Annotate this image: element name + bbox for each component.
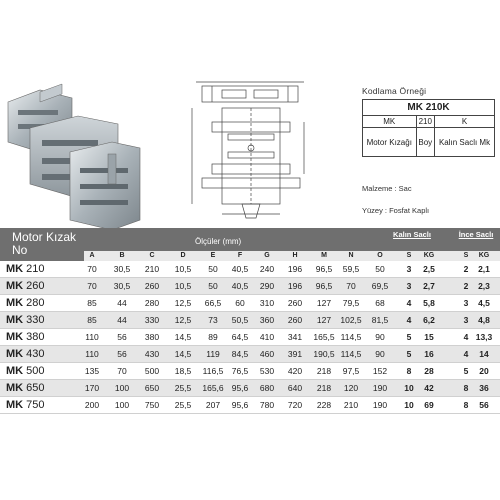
table-cell: 90 bbox=[375, 332, 385, 342]
table-cell: 56 bbox=[117, 332, 127, 342]
table-cell: 190 bbox=[372, 383, 388, 393]
table-cell: 4 bbox=[406, 298, 412, 308]
product-photo bbox=[0, 80, 148, 230]
table-cell: 16 bbox=[424, 349, 434, 359]
coding-example-table bbox=[362, 99, 495, 157]
model-size: 380 bbox=[26, 331, 45, 343]
table-cell: 30,5 bbox=[113, 264, 131, 274]
coding-example-model: MK 210K bbox=[363, 100, 495, 116]
table-cell: 2 bbox=[463, 281, 469, 291]
table-row bbox=[0, 380, 500, 397]
coding-example-title: Kodlama Örneği bbox=[362, 86, 427, 96]
spec-table bbox=[0, 228, 500, 414]
table-cell: 36 bbox=[479, 383, 489, 393]
table-cell: 73 bbox=[208, 315, 218, 325]
table-cell: 8 bbox=[406, 366, 412, 376]
table-cell: 102,5 bbox=[340, 315, 362, 325]
table-cell: 10,5 bbox=[174, 264, 192, 274]
code-meaning: Boy bbox=[416, 128, 435, 157]
table-cell: 10 bbox=[404, 400, 414, 410]
model-prefix: MK bbox=[6, 280, 24, 292]
column-header: S bbox=[463, 252, 469, 259]
model-label bbox=[6, 347, 45, 361]
table-cell: 290 bbox=[259, 281, 275, 291]
table-cell: 190,5 bbox=[313, 349, 335, 359]
table-cell: 380 bbox=[144, 332, 160, 342]
model-size: 650 bbox=[26, 382, 45, 394]
model-size: 260 bbox=[26, 280, 45, 292]
spec-table-body bbox=[0, 261, 500, 414]
table-cell: 89 bbox=[208, 332, 218, 342]
table-row bbox=[0, 295, 500, 312]
table-cell: 750 bbox=[144, 400, 160, 410]
table-cell: 81,5 bbox=[371, 315, 389, 325]
table-cell: 218 bbox=[316, 383, 332, 393]
table-cell: 64,5 bbox=[231, 332, 249, 342]
table-cell: 310 bbox=[259, 298, 275, 308]
table-cell: 68 bbox=[375, 298, 385, 308]
table-cell: 500 bbox=[144, 366, 160, 376]
model-prefix: MK bbox=[6, 365, 24, 377]
table-cell: 110 bbox=[85, 332, 99, 342]
table-cell: 14,5 bbox=[174, 332, 192, 342]
table-cell: 170 bbox=[84, 383, 100, 393]
column-header: KG bbox=[423, 252, 435, 259]
table-cell: 152 bbox=[372, 366, 388, 376]
table-cell: 28 bbox=[424, 366, 434, 376]
table-cell: 260 bbox=[287, 315, 303, 325]
table-cell: 165,5 bbox=[313, 332, 335, 342]
table-cell: 79,5 bbox=[342, 298, 360, 308]
column-header: S bbox=[406, 252, 412, 259]
table-cell: 12,5 bbox=[174, 315, 192, 325]
table-cell: 97,5 bbox=[342, 366, 360, 376]
model-size: 500 bbox=[26, 365, 45, 377]
table-cell: 14 bbox=[479, 349, 489, 359]
table-cell: 720 bbox=[287, 400, 303, 410]
code-part: MK bbox=[363, 116, 417, 128]
column-header: N bbox=[348, 252, 354, 259]
model-label bbox=[6, 262, 45, 276]
model-label bbox=[6, 313, 45, 327]
table-cell: 90 bbox=[375, 349, 385, 359]
table-cell: 5,8 bbox=[423, 298, 435, 308]
table-cell: 2,7 bbox=[423, 281, 435, 291]
table-cell: 640 bbox=[287, 383, 303, 393]
table-cell: 218 bbox=[316, 366, 332, 376]
table-cell: 70 bbox=[87, 264, 97, 274]
table-cell: 360 bbox=[259, 315, 275, 325]
table-cell: 84,5 bbox=[231, 349, 249, 359]
code-meaning: Motor Kızağı bbox=[363, 128, 417, 157]
table-cell: 240 bbox=[259, 264, 275, 274]
table-row bbox=[0, 278, 500, 295]
table-row bbox=[0, 363, 500, 380]
model-label bbox=[6, 296, 45, 310]
model-label bbox=[6, 279, 45, 293]
table-cell: 460 bbox=[259, 349, 275, 359]
table-cell: 210 bbox=[343, 400, 359, 410]
model-prefix: MK bbox=[6, 399, 24, 411]
table-cell: 50 bbox=[208, 281, 218, 291]
material-note: Malzeme : Sac bbox=[362, 184, 412, 193]
table-cell: 95,6 bbox=[231, 400, 249, 410]
table-cell: 330 bbox=[144, 315, 160, 325]
column-header: B bbox=[119, 252, 125, 259]
table-cell: 76,5 bbox=[231, 366, 249, 376]
table-cell: 30,5 bbox=[113, 281, 131, 291]
column-header: E bbox=[210, 252, 216, 259]
table-cell: 4 bbox=[406, 315, 412, 325]
table-cell: 120 bbox=[343, 383, 359, 393]
table-cell: 85 bbox=[87, 298, 97, 308]
table-cell: 8 bbox=[463, 383, 469, 393]
table-cell: 4 bbox=[463, 349, 469, 359]
table-cell: 70 bbox=[87, 281, 97, 291]
table-row bbox=[0, 261, 500, 278]
code-meaning: Kalın Saclı Mk bbox=[435, 128, 495, 157]
table-cell: 780 bbox=[259, 400, 275, 410]
table-cell: 69,5 bbox=[371, 281, 389, 291]
table-cell: 5 bbox=[406, 349, 412, 359]
table-cell: 210 bbox=[144, 264, 160, 274]
table-cell: 341 bbox=[287, 332, 303, 342]
table-cell: 20 bbox=[479, 366, 489, 376]
table-cell: 260 bbox=[287, 298, 303, 308]
table-cell: 127 bbox=[316, 315, 332, 325]
table-cell: 100 bbox=[114, 400, 130, 410]
table-cell: 196 bbox=[287, 264, 303, 274]
table-cell: 165,6 bbox=[202, 383, 224, 393]
table-cell: 5 bbox=[406, 332, 412, 342]
table-cell: 85 bbox=[87, 315, 97, 325]
table-cell: 680 bbox=[259, 383, 275, 393]
model-size: 430 bbox=[26, 348, 45, 360]
coding-example bbox=[362, 86, 495, 157]
table-cell: 5 bbox=[463, 366, 469, 376]
table-cell: 114,5 bbox=[340, 349, 362, 359]
column-header: M bbox=[321, 252, 327, 259]
table-cell: 18,5 bbox=[174, 366, 192, 376]
table-cell: 44 bbox=[117, 298, 127, 308]
table-cell: 4,8 bbox=[478, 315, 490, 325]
table-cell: 10 bbox=[404, 383, 414, 393]
code-part: 210 bbox=[416, 116, 435, 128]
table-cell: 110 bbox=[85, 349, 99, 359]
column-header: D bbox=[180, 252, 186, 259]
table-cell: 280 bbox=[144, 298, 160, 308]
model-label bbox=[6, 398, 45, 412]
table-cell: 650 bbox=[144, 383, 160, 393]
table-cell: 66,5 bbox=[204, 298, 222, 308]
surface-note: Yüzey : Fosfat Kaplı bbox=[362, 206, 430, 215]
table-cell: 3 bbox=[406, 281, 412, 291]
table-cell: 114,5 bbox=[340, 332, 362, 342]
table-cell: 207 bbox=[205, 400, 221, 410]
table-cell: 4,5 bbox=[478, 298, 490, 308]
table-cell: 15 bbox=[424, 332, 434, 342]
table-cell: 100 bbox=[114, 383, 130, 393]
model-size: 750 bbox=[26, 399, 45, 411]
table-cell: 56 bbox=[117, 349, 127, 359]
technical-drawing bbox=[182, 78, 314, 226]
model-size: 210 bbox=[26, 263, 45, 275]
table-cell: 95,6 bbox=[231, 383, 249, 393]
table-cell: 196 bbox=[287, 281, 303, 291]
table-cell: 70 bbox=[117, 366, 127, 376]
table-cell: 96,5 bbox=[315, 264, 333, 274]
table-cell: 410 bbox=[259, 332, 275, 342]
table-cell: 420 bbox=[287, 366, 303, 376]
table-cell: 127 bbox=[316, 298, 332, 308]
table-cell: 50,5 bbox=[231, 315, 249, 325]
table-cell: 25,5 bbox=[174, 400, 192, 410]
column-header: H bbox=[292, 252, 298, 259]
table-cell: 2 bbox=[463, 264, 469, 274]
table-cell: 50 bbox=[375, 264, 385, 274]
model-size: 330 bbox=[26, 314, 45, 326]
table-cell: 3 bbox=[463, 315, 469, 325]
table-cell: 60 bbox=[235, 298, 245, 308]
model-size: 280 bbox=[26, 297, 45, 309]
table-cell: 70 bbox=[346, 281, 356, 291]
dimensions-title: Ölçüler (mm) bbox=[195, 237, 242, 246]
column-header: F bbox=[237, 252, 243, 259]
table-cell: 10,5 bbox=[174, 281, 192, 291]
table-cell: 190 bbox=[372, 400, 388, 410]
table-cell: 3 bbox=[406, 264, 412, 274]
table-cell: 13,3 bbox=[475, 332, 493, 342]
column-header: KG bbox=[478, 252, 490, 259]
column-header: G bbox=[264, 252, 270, 259]
table-row bbox=[0, 397, 500, 414]
table-title: Motor Kızak No bbox=[12, 230, 77, 257]
table-cell: 8 bbox=[463, 400, 469, 410]
model-prefix: MK bbox=[6, 297, 24, 309]
table-cell: 44 bbox=[117, 315, 127, 325]
table-cell: 2,5 bbox=[423, 264, 435, 274]
table-cell: 6,2 bbox=[423, 315, 435, 325]
table-cell: 4 bbox=[463, 332, 469, 342]
model-prefix: MK bbox=[6, 331, 24, 343]
table-cell: 228 bbox=[316, 400, 332, 410]
table-cell: 40,5 bbox=[231, 264, 249, 274]
column-header: A bbox=[89, 252, 95, 259]
table-cell: 260 bbox=[144, 281, 160, 291]
model-label bbox=[6, 381, 45, 395]
table-cell: 530 bbox=[259, 366, 275, 376]
table-cell: 200 bbox=[84, 400, 100, 410]
table-cell: 56 bbox=[479, 400, 489, 410]
table-cell: 135 bbox=[84, 366, 100, 376]
thin-sheet-title: İnce Saclı bbox=[458, 230, 494, 239]
table-cell: 25,5 bbox=[174, 383, 192, 393]
table-cell: 2,3 bbox=[478, 281, 490, 291]
spec-table-header bbox=[0, 228, 500, 261]
table-row bbox=[0, 312, 500, 329]
table-cell: 59,5 bbox=[342, 264, 360, 274]
model-label bbox=[6, 364, 45, 378]
thick-sheet-title: Kalın Saclı bbox=[393, 230, 431, 239]
table-cell: 391 bbox=[287, 349, 303, 359]
table-cell: 69 bbox=[424, 400, 434, 410]
code-part: K bbox=[435, 116, 495, 128]
table-cell: 14,5 bbox=[174, 349, 192, 359]
model-prefix: MK bbox=[6, 263, 24, 275]
table-row bbox=[0, 329, 500, 346]
column-header: O bbox=[377, 252, 383, 259]
table-cell: 96,5 bbox=[315, 281, 333, 291]
model-prefix: MK bbox=[6, 314, 24, 326]
model-prefix: MK bbox=[6, 348, 24, 360]
table-cell: 119 bbox=[206, 349, 220, 359]
model-prefix: MK bbox=[6, 382, 24, 394]
table-cell: 50 bbox=[208, 264, 218, 274]
table-cell: 116,5 bbox=[202, 366, 224, 376]
table-cell: 430 bbox=[144, 349, 160, 359]
table-cell: 3 bbox=[463, 298, 469, 308]
column-header: C bbox=[149, 252, 155, 259]
table-cell: 2,1 bbox=[478, 264, 490, 274]
model-label bbox=[6, 330, 45, 344]
table-row bbox=[0, 346, 500, 363]
table-cell: 40,5 bbox=[231, 281, 249, 291]
table-cell: 42 bbox=[424, 383, 434, 393]
table-cell: 12,5 bbox=[174, 298, 192, 308]
